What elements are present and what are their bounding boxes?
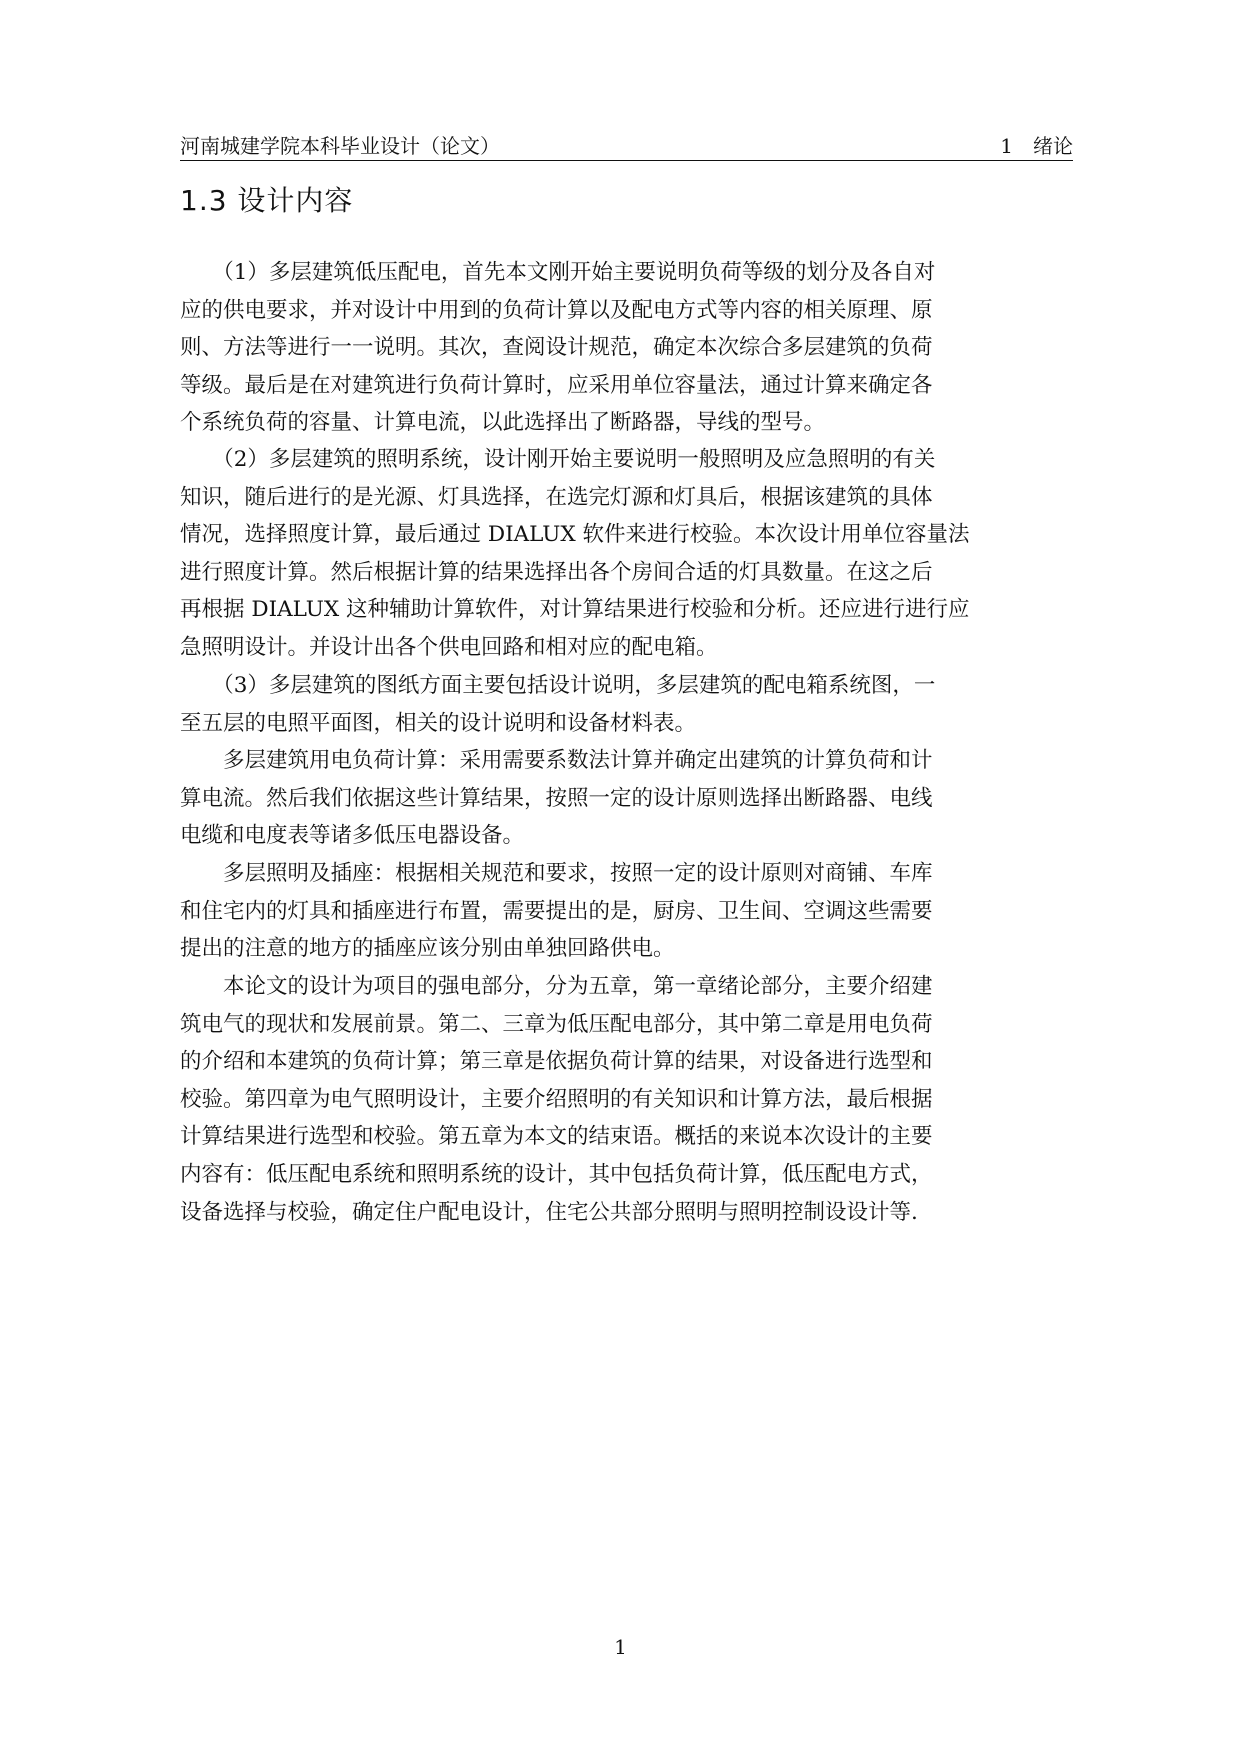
paragraph-low-voltage-distribution	[180, 254, 1073, 442]
paragraph-thesis-structure	[180, 968, 1073, 1231]
paragraph-line: 多层建筑用电负荷计算：采用需要系数法计算并确定出建筑的计算负荷和计	[180, 748, 933, 773]
paragraph-line: 校验。第四章为电气照明设计，主要介绍照明的有关知识和计算方法，最后根据	[180, 1086, 933, 1112]
section-heading: 1.3 设计内容	[180, 184, 354, 217]
paragraph-line: 内容有：低压配电系统和照明系统的设计，其中包括负荷计算，低压配电方式，	[180, 1161, 933, 1187]
paragraph-line: 筑电气的现状和发展前景。第二、三章为低压配电部分，其中第二章是用电负荷	[180, 1011, 933, 1037]
paragraph-line: 再根据 DIALUX 这种辅助计算软件，对计算结果进行校验和分析。还应进行进行应	[180, 597, 970, 623]
paragraph-line: （3）多层建筑的图纸方面主要包括设计说明，多层建筑的配电箱系统图，一	[180, 673, 936, 698]
paragraph-line: （2）多层建筑的照明系统，设计刚开始主要说明一般照明及应急照明的有关	[180, 447, 936, 472]
paragraph-line: （1）多层建筑低压配电，首先本文刚开始主要说明负荷等级的划分及各自对	[180, 260, 936, 285]
header-chapter-title: 1 绪论	[1000, 134, 1073, 158]
paragraph-load-calculation	[180, 742, 1073, 855]
paragraph-line: 则、方法等进行一一说明。其次，查阅设计规范，确定本次综合多层建筑的负荷	[180, 335, 933, 361]
paragraph-line: 知识，随后进行的是光源、灯具选择，在选完灯源和灯具后，根据该建筑的具体	[180, 484, 933, 510]
paragraph-line: 应的供电要求，并对设计中用到的负荷计算以及配电方式等内容的相关原理、原	[180, 297, 933, 323]
paragraph-line: 和住宅内的灯具和插座进行布置，需要提出的是，厨房、卫生间、空调这些需要	[180, 898, 933, 924]
header-thesis-title: 河南城建学院本科毕业设计（论文）	[180, 134, 500, 158]
paragraph-line: 个系统负荷的容量、计算电流，以此选择出了断路器，导线的型号。	[180, 410, 826, 436]
paragraph-line: 提出的注意的地方的插座应该分别由单独回路供电。	[180, 936, 675, 962]
paragraph-line: 进行照度计算。然后根据计算的结果选择出各个房间合适的灯具数量。在这之后	[180, 559, 933, 585]
paragraph-drawings	[180, 667, 1073, 742]
page-number: 1	[614, 1635, 627, 1659]
running-header	[180, 131, 1073, 161]
paragraph-line: 多层照明及插座：根据相关规范和要求，按照一定的设计原则对商铺、车库	[180, 861, 933, 886]
paragraph-lighting-system	[180, 441, 1073, 667]
paragraph-line: 急照明设计。并设计出各个供电回路和相对应的配电箱。	[180, 634, 718, 660]
paragraph-line: 本论文的设计为项目的强电部分，分为五章，第一章绪论部分，主要介绍建	[180, 974, 933, 999]
paragraph-line: 算电流。然后我们依据这些计算结果，按照一定的设计原则选择出断路器、电线	[180, 785, 933, 811]
paragraph-line: 至五层的电照平面图，相关的设计说明和设备材料表。	[180, 710, 697, 736]
header-divider	[180, 160, 1073, 161]
paragraph-lighting-and-sockets	[180, 855, 1073, 968]
paragraph-line: 计算结果进行选型和校验。第五章为本文的结束语。概括的来说本次设计的主要	[180, 1124, 933, 1150]
paragraph-line: 电缆和电度表等诸多低压电器设备。	[180, 823, 525, 849]
paragraph-line: 等级。最后是在对建筑进行负荷计算时，应采用单位容量法，通过计算来确定各	[180, 372, 933, 398]
paragraph-line: 设备选择与校验，确定住户配电设计，住宅公共部分照明与照明控制设设计等.	[180, 1199, 918, 1225]
paragraph-line: 情况，选择照度计算，最后通过 DIALUX 软件来进行校验。本次设计用单位容量法	[180, 522, 970, 548]
paragraph-line: 的介绍和本建筑的负荷计算；第三章是依据负荷计算的结果，对设备进行选型和	[180, 1049, 933, 1075]
